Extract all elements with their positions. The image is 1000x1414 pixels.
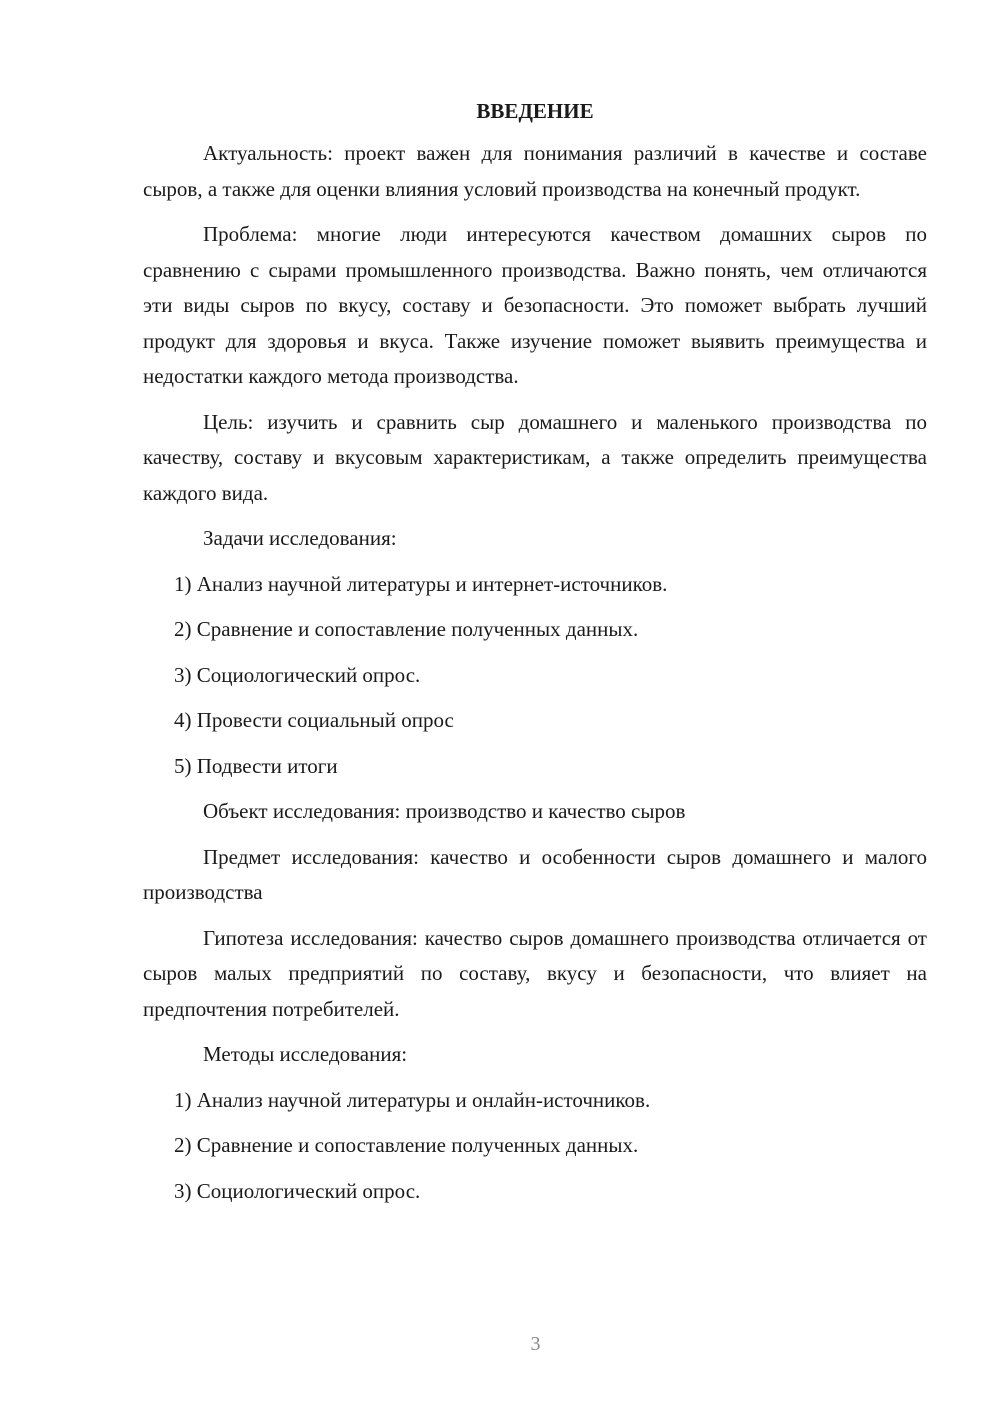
- list-item: 4) Провести социальный опрос: [174, 708, 454, 732]
- list-item: 2) Сравнение и сопоставление полученных данных.: [174, 1133, 639, 1157]
- methods-list: [143, 1083, 927, 1210]
- list-item: 5) Подвести итоги: [174, 753, 338, 778]
- relevance-paragraph: Актуальность: проект важен для понимания различий в качестве и составе сыров, а также для оценки влияния условий производства на конечный продукт.: [143, 141, 927, 201]
- list-item: 3) Социологический опрос.: [174, 1178, 421, 1203]
- document-page: [143, 93, 927, 1219]
- goal-paragraph: Цель: изучить и сравнить сыр домашнего и маленького производства по качеству, составу и вкусовым характеристикам, а также определить преимущества каждого вида.: [143, 409, 927, 505]
- subject-paragraph: Предмет исследования: качество и особенности сыров домашнего и малого производства: [143, 844, 927, 904]
- section-heading: ВВЕДЕНИЕ: [476, 99, 594, 123]
- page-number: 3: [530, 1333, 541, 1355]
- list-item: 3) Социологический опрос.: [174, 662, 421, 687]
- list-item: 1) Анализ научной литературы и интернет-источников.: [174, 571, 668, 596]
- list-item: 2) Сравнение и сопоставление полученных данных.: [174, 617, 639, 641]
- tasks-list: [143, 567, 927, 785]
- problem-paragraph: Проблема: многие люди интересуются качеством домашних сыров по сравнению с сырами промышленного производства. Важно понять, чем отличаются эти виды сыров по вкусу, составу и безопасности. Это поможет выбрать лучший продукт для здоровья и вкуса. Также изучение поможет выявить преимущества и недостатки каждого метода производства.: [143, 222, 927, 388]
- list-item: 1) Анализ научной литературы и онлайн-источников.: [174, 1087, 651, 1112]
- tasks-heading: Задачи исследования:: [203, 526, 397, 550]
- hypothesis-paragraph: Гипотеза исследования: качество сыров домашнего производства отличается от сыров малых предприятий по составу, вкусу и безопасности, что влияет на предпочтения потребителей.: [143, 925, 927, 1021]
- methods-heading: Методы исследования:: [203, 1042, 408, 1066]
- object-paragraph: Объект исследования: производство и качество сыров: [203, 799, 686, 823]
